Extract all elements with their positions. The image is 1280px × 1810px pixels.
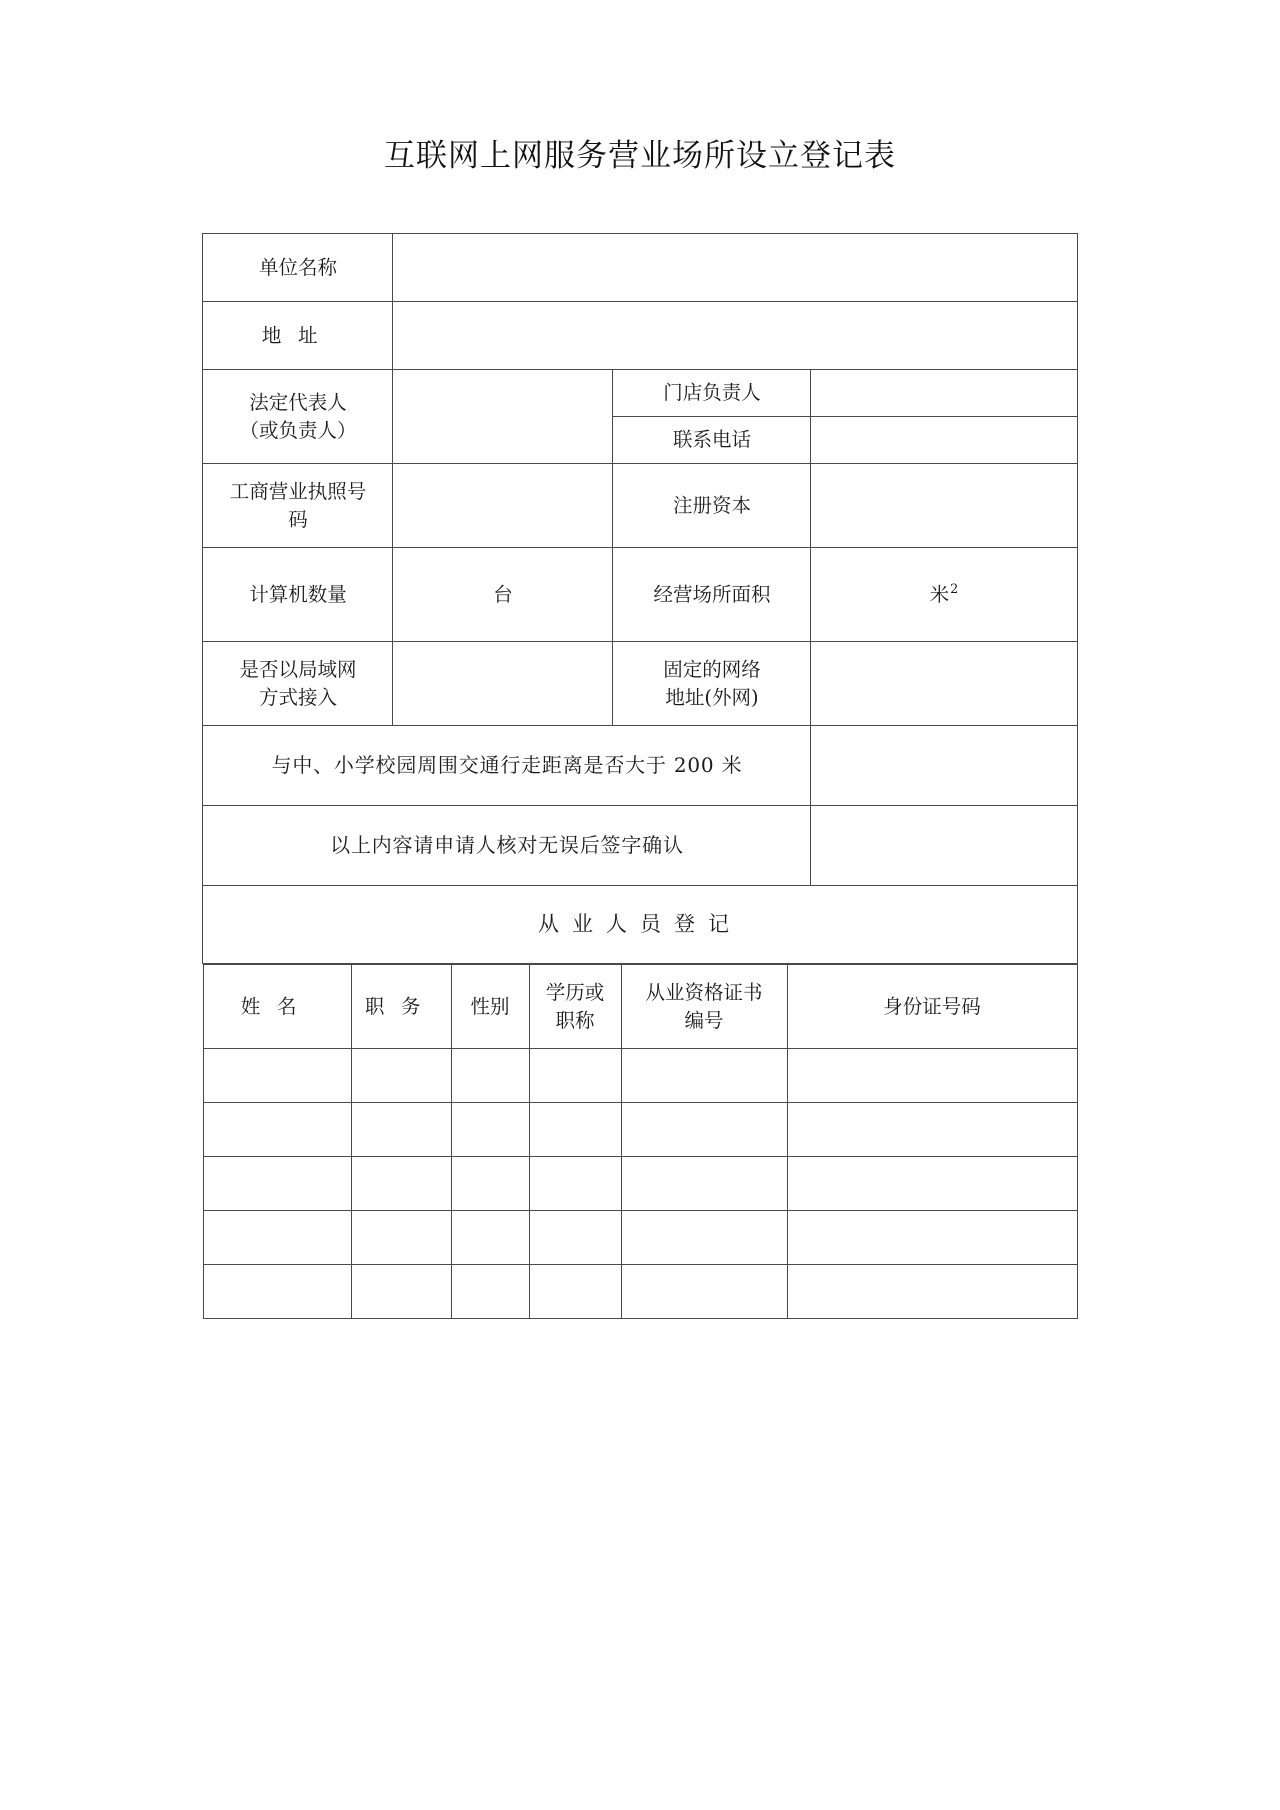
label-lan-access xyxy=(203,642,393,726)
field-registered-capital[interactable] xyxy=(811,464,1077,548)
staff-cell-education[interactable] xyxy=(529,1049,621,1103)
staff-cell-education[interactable] xyxy=(529,1157,621,1211)
staff-table-container xyxy=(0,964,1280,1319)
field-unit-name[interactable] xyxy=(393,234,1077,302)
unit-business-area: 米$^2$ xyxy=(929,582,959,606)
staff-cell-gender[interactable] xyxy=(451,1265,529,1319)
label-school-distance: 与中、小学校园周围交通行走距离是否大于 200 米 xyxy=(203,726,811,806)
label-business-license-line2: 码 xyxy=(288,507,308,531)
label-business-license-line1: 工商营业执照号 xyxy=(229,479,367,503)
unit-computer-count: 台 xyxy=(493,582,513,606)
staff-column-header-name: 姓名 xyxy=(203,965,351,1049)
staff-table-row xyxy=(203,1265,1077,1319)
staff-cell-gender[interactable] xyxy=(451,1157,529,1211)
page-title: 互联网上网服务营业场所设立登记表 xyxy=(384,138,896,174)
label-fixed-network-address xyxy=(613,642,811,726)
staff-table-row xyxy=(203,1103,1077,1157)
table-row-legal-rep-store-manager xyxy=(203,370,1077,417)
staff-cell-position[interactable] xyxy=(351,1211,451,1265)
field-lan-access[interactable] xyxy=(393,642,613,726)
label-business-license xyxy=(203,464,393,548)
staff-column-header-education-line1: 学历或 xyxy=(545,980,605,1004)
field-computer-count[interactable] xyxy=(393,548,613,642)
staff-column-header-position: 职务 xyxy=(351,965,451,1049)
field-legal-representative[interactable] xyxy=(393,370,613,464)
table-row-unit-name xyxy=(203,234,1077,302)
label-legal-representative xyxy=(203,370,393,464)
staff-cell-name[interactable] xyxy=(203,1211,351,1265)
staff-cell-gender[interactable] xyxy=(451,1103,529,1157)
staff-cell-name[interactable] xyxy=(203,1049,351,1103)
staff-column-header-certificate-line1: 从业资格证书 xyxy=(645,980,763,1004)
label-fixed-network-address-line2: 地址(外网) xyxy=(665,685,759,709)
staff-cell-id-number[interactable] xyxy=(787,1103,1077,1157)
table-row-lan-access xyxy=(203,642,1077,726)
staff-cell-position[interactable] xyxy=(351,1103,451,1157)
staff-cell-certificate[interactable] xyxy=(621,1265,787,1319)
staff-cell-gender[interactable] xyxy=(451,1211,529,1265)
staff-cell-position[interactable] xyxy=(351,1049,451,1103)
registration-form-table xyxy=(202,233,1077,964)
staff-column-header-education xyxy=(529,965,621,1049)
staff-cell-name[interactable] xyxy=(203,1103,351,1157)
staff-cell-education[interactable] xyxy=(529,1103,621,1157)
label-registered-capital: 注册资本 xyxy=(613,464,811,548)
table-row-address xyxy=(203,302,1077,370)
staff-cell-certificate[interactable] xyxy=(621,1103,787,1157)
staff-cell-id-number[interactable] xyxy=(787,1211,1077,1265)
field-signature-confirm[interactable] xyxy=(811,806,1077,886)
staff-cell-certificate[interactable] xyxy=(621,1211,787,1265)
label-store-manager: 门店负责人 xyxy=(613,370,811,417)
staff-column-header-certificate xyxy=(621,965,787,1049)
staff-column-header-education-line2: 职称 xyxy=(555,1008,595,1032)
staff-cell-position[interactable] xyxy=(351,1157,451,1211)
staff-column-header-certificate-line2: 编号 xyxy=(684,1008,724,1032)
label-contact-phone: 联系电话 xyxy=(613,417,811,464)
field-fixed-network-address[interactable] xyxy=(811,642,1077,726)
field-school-distance[interactable] xyxy=(811,726,1077,806)
staff-cell-id-number[interactable] xyxy=(787,1265,1077,1319)
field-address[interactable] xyxy=(393,302,1077,370)
field-business-license[interactable] xyxy=(393,464,613,548)
staff-cell-position[interactable] xyxy=(351,1265,451,1319)
label-business-area: 经营场所面积 xyxy=(613,548,811,642)
staff-column-header-gender: 性别 xyxy=(451,965,529,1049)
table-row-computer-count xyxy=(203,548,1077,642)
staff-cell-name[interactable] xyxy=(203,1157,351,1211)
staff-cell-certificate[interactable] xyxy=(621,1157,787,1211)
field-contact-phone[interactable] xyxy=(811,417,1077,464)
staff-table-row xyxy=(203,1157,1077,1211)
table-row-business-license xyxy=(203,464,1077,548)
staff-cell-id-number[interactable] xyxy=(787,1157,1077,1211)
staff-table-header-row xyxy=(203,965,1077,1049)
staff-cell-education[interactable] xyxy=(529,1265,621,1319)
label-legal-representative-line2: （或负责人） xyxy=(239,418,357,442)
staff-cell-name[interactable] xyxy=(203,1265,351,1319)
staff-table-row xyxy=(203,1049,1077,1103)
staff-section-title: 从业人员登记 xyxy=(203,886,1077,964)
label-signature-confirm: 以上内容请申请人核对无误后签字确认 xyxy=(203,806,811,886)
table-row-signature-confirm xyxy=(203,806,1077,886)
staff-column-header-id-number: 身份证号码 xyxy=(787,965,1077,1049)
label-fixed-network-address-line1: 固定的网络 xyxy=(663,657,761,681)
label-lan-access-line1: 是否以局域网 xyxy=(239,657,357,681)
label-unit-name: 单位名称 xyxy=(203,234,393,302)
staff-table-row xyxy=(203,1211,1077,1265)
staff-cell-certificate[interactable] xyxy=(621,1049,787,1103)
staff-cell-gender[interactable] xyxy=(451,1049,529,1103)
label-address: 地址 xyxy=(203,302,393,370)
label-lan-access-line2: 方式接入 xyxy=(258,685,337,709)
table-row-school-distance xyxy=(203,726,1077,806)
staff-cell-education[interactable] xyxy=(529,1211,621,1265)
table-row-staff-section-title xyxy=(203,886,1077,964)
staff-cell-id-number[interactable] xyxy=(787,1049,1077,1103)
form-table-container xyxy=(0,233,1280,964)
field-business-area[interactable] xyxy=(811,548,1077,642)
label-legal-representative-line1: 法定代表人 xyxy=(249,390,347,414)
label-computer-count: 计算机数量 xyxy=(203,548,393,642)
field-store-manager[interactable] xyxy=(811,370,1077,417)
staff-registration-table xyxy=(203,964,1078,1319)
